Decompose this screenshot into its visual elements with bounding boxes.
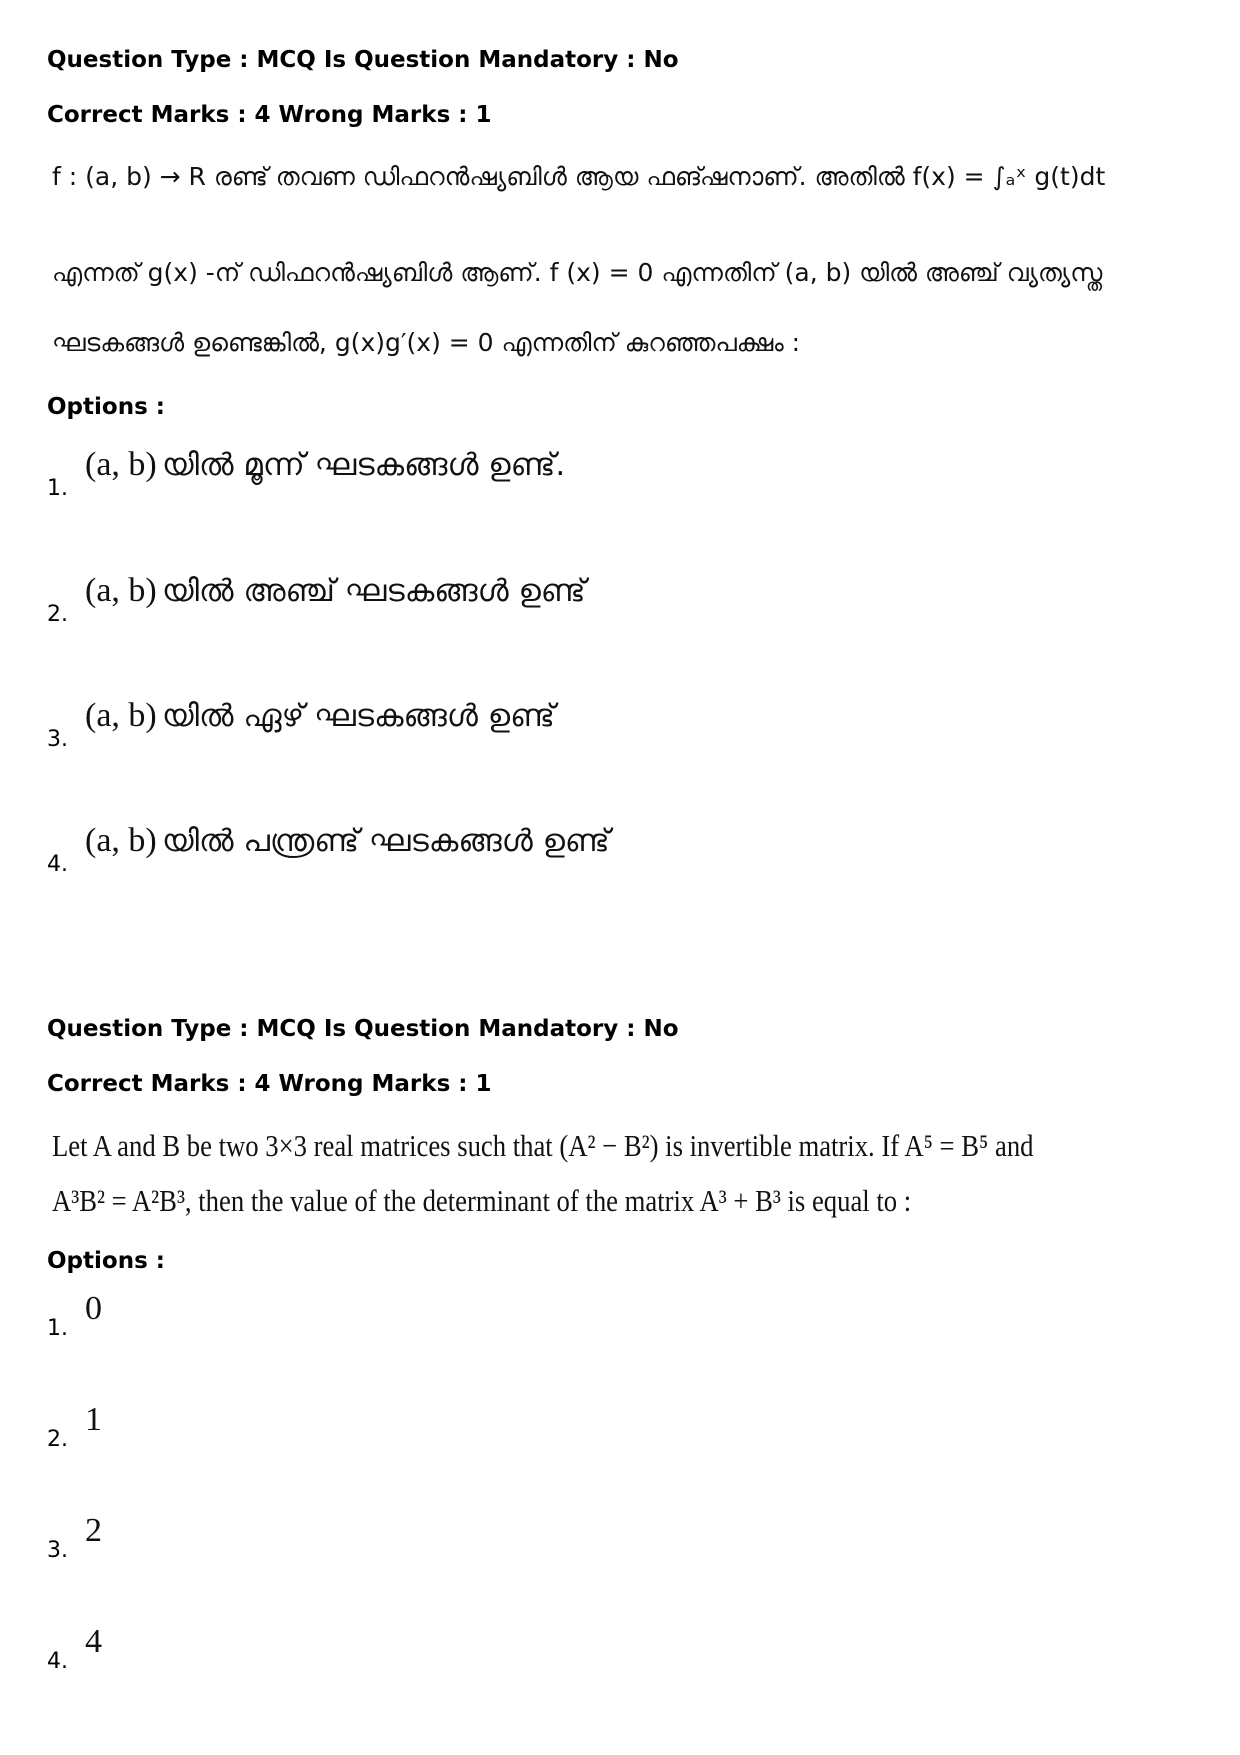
option-text: 0	[85, 1290, 102, 1327]
option-number: 1.	[47, 1316, 68, 1341]
option-text: 1	[85, 1401, 102, 1438]
option-interval: (a, b)	[85, 822, 157, 859]
question-type-line: Question Type : MCQ Is Question Mandatory : No	[47, 1016, 679, 1042]
question-text-line-1: f : (a, b) → R രണ്ട് തവണ ഡിഫറൻഷ്യബിൾ ആയ ഫങ്ഷനാണ്. അതിൽ f(x) = ∫ₐˣ g(t)dt	[52, 162, 1106, 191]
question-text-line-2: A³B² = A²B³, then the value of the determinant of the matrix A³ + B³ is equal to :	[52, 1183, 912, 1218]
options-label: Options :	[47, 1248, 165, 1274]
option-text: യിൽ ഏഴ് ഘടകങ്ങൾ ഉണ്ട്	[161, 698, 555, 734]
option-text: യിൽ പന്ത്രണ്ട് ഘടകങ്ങൾ ഉണ്ട്	[161, 823, 610, 859]
option-number: 3.	[47, 1538, 68, 1563]
question-text-line-1: Let A and B be two 3×3 real matrices such that (A² − B²) is invertible matrix. If A⁵ = B⁵ and	[52, 1128, 1034, 1163]
option-number: 4.	[47, 1649, 68, 1674]
option-text: യിൽ മൂന്ന് ഘടകങ്ങൾ ഉണ്ട്.	[161, 447, 566, 483]
option-number: 4.	[47, 852, 68, 877]
option-text: 4	[85, 1623, 102, 1660]
question-text-line-3: ഘടകങ്ങൾ ഉണ്ടെങ്കിൽ, g(x)g′(x) = 0 എന്നതിന് കുറഞ്ഞപക്ഷം :	[52, 328, 801, 357]
question-type-line: Question Type : MCQ Is Question Mandatory : No	[47, 47, 679, 73]
marks-line: Correct Marks : 4 Wrong Marks : 1	[47, 1071, 492, 1097]
option-number: 2.	[47, 602, 68, 627]
option-interval: (a, b)	[85, 572, 157, 609]
option-interval: (a, b)	[85, 697, 157, 734]
option-number: 1.	[47, 476, 68, 501]
option-text: 2	[85, 1512, 102, 1549]
option-number: 2.	[47, 1427, 68, 1452]
options-label: Options :	[47, 394, 165, 420]
option-number: 3.	[47, 727, 68, 752]
option-interval: (a, b)	[85, 446, 157, 483]
question-text-line-2: എന്നത് g(x) -ന് ഡിഫറൻഷ്യബിൾ ആണ്. f (x) = 0 എന്നതിന് (a, b) യിൽ അഞ്ച് വ്യത്യസ്ത	[52, 258, 1103, 287]
marks-line: Correct Marks : 4 Wrong Marks : 1	[47, 102, 492, 128]
option-text: യിൽ അഞ്ച് ഘടകങ്ങൾ ഉണ്ട്	[161, 573, 586, 609]
